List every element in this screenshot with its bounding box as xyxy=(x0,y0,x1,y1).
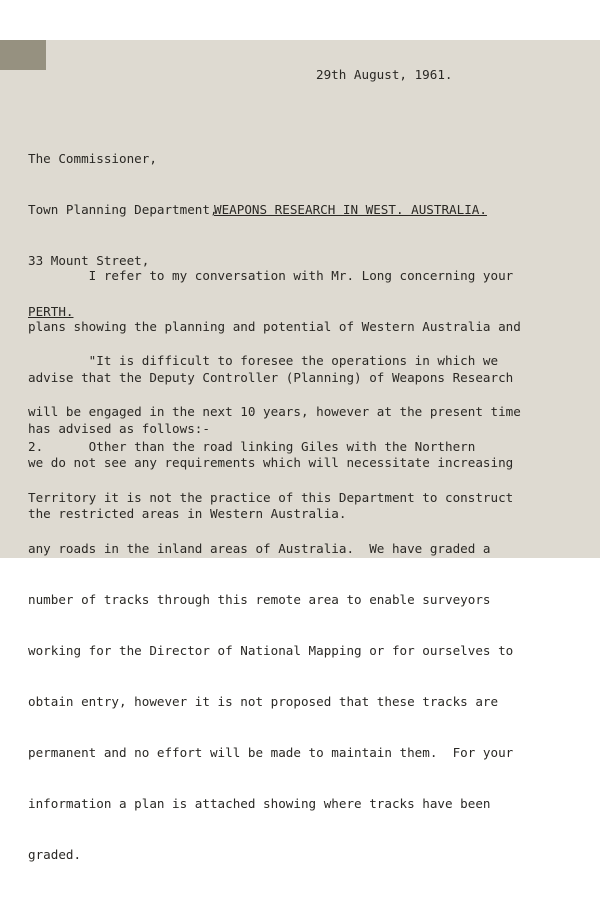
text-line: information a plan is attached showing where tracks have been xyxy=(28,796,491,811)
text-line: I refer to my conversation with Mr. Long concerning your xyxy=(28,268,514,283)
text-line: number of tracks through this remote area to enable surveyors xyxy=(28,592,491,607)
text-line: permanent and no effort will be made to maintain them. For your xyxy=(28,745,514,760)
recipient-city: PERTH. xyxy=(28,304,74,319)
text-line: the restricted areas in Western Australia. xyxy=(28,506,347,521)
letter-page xyxy=(0,40,600,862)
text-line: has advised as follows:- xyxy=(28,421,210,436)
text-line: "It is difficult to foresee the operations in which we xyxy=(28,353,499,368)
letter-subject: WEAPONS RESEARCH IN WEST. AUSTRALIA. xyxy=(214,202,487,217)
text-line: any roads in the inland areas of Australia. We have graded a xyxy=(28,541,491,556)
text-line: 2. Other than the road linking Giles with the Northern xyxy=(28,439,476,454)
text-line: working for the Director of National Mapping or for ourselves to xyxy=(28,643,514,658)
text-line: obtain entry, however it is not proposed that these tracks are xyxy=(28,694,499,709)
text-line: Territory it is not the practice of this Department to construct xyxy=(28,490,514,505)
text-line: we do not see any requirements which will necessitate increasing xyxy=(28,455,514,470)
text-line: will be engaged in the next 10 years, however at the present time xyxy=(28,404,521,419)
text-line: plans showing the planning and potential of Western Australia and xyxy=(28,319,521,334)
paper-corner-mark xyxy=(0,40,46,70)
text-line: graded. xyxy=(28,847,82,862)
recipient-line: Town Planning Department, xyxy=(28,202,218,217)
recipient-line: The Commissioner, xyxy=(28,151,157,166)
letter-date: 29th August, 1961. xyxy=(316,67,453,82)
recipient-line: 33 Mount Street, xyxy=(28,253,150,268)
text-line: advise that the Deputy Controller (Planning) of Weapons Research xyxy=(28,370,514,385)
paragraph-two xyxy=(28,404,513,897)
